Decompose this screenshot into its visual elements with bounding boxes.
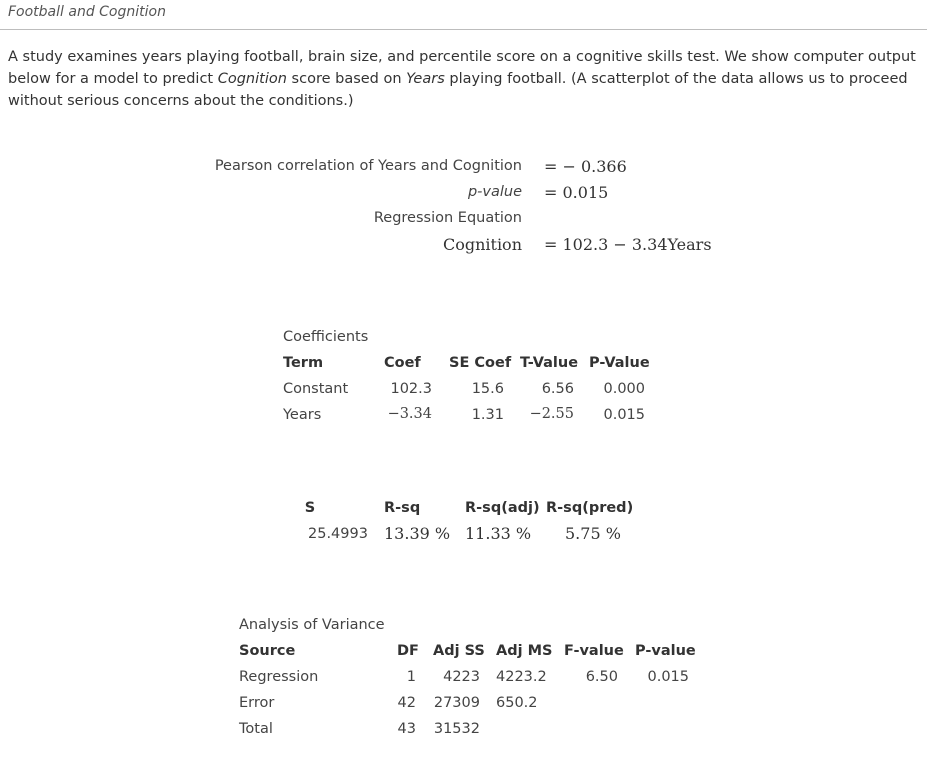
coef-header-se-coef: SE Coef (449, 355, 512, 371)
coef-header-p-value: P-Value (589, 355, 650, 371)
equation-lhs: Cognition (442, 235, 522, 254)
page-title: Football and Cognition (8, 4, 166, 20)
regression-equation-label: Regression Equation (373, 210, 522, 226)
model-value-rsq: 13.39 % (384, 524, 451, 543)
anova-cell-p-value: 0.015 (647, 669, 689, 685)
coef-cell-coef: −3.34 (387, 406, 432, 422)
anova-row-source: Regression (239, 669, 319, 685)
model-header-rsq-adj: R-sq(adj) (465, 500, 540, 516)
correlation-value: = − 0.366 (544, 157, 627, 176)
pvalue-value: = 0.015 (544, 183, 609, 202)
coef-cell-se-coef: 15.6 (471, 381, 504, 397)
intro-text-2: score based on (286, 71, 407, 87)
anova-header-p-value: P-value (635, 643, 696, 659)
coef-cell-t-value: 6.56 (541, 381, 574, 397)
anova-header-adj-ss: Adj SS (433, 643, 485, 659)
coefficients-heading: Coefficients (283, 329, 369, 345)
coef-cell-p-value: 0.000 (603, 381, 645, 397)
coef-row-term: Constant (283, 381, 349, 397)
coef-header-t-value: T-Value (520, 355, 579, 371)
correlation-label: Pearson correlation of Years and Cognition (214, 158, 522, 174)
coef-cell-p-value: 0.015 (603, 407, 645, 423)
model-header-rsq: R-sq (384, 500, 421, 516)
intro-paragraph (8, 46, 920, 112)
model-value-s: 25.4993 (308, 526, 368, 542)
model-value-rsq-adj: 11.33 % (465, 524, 532, 543)
coef-cell-se-coef: 1.31 (471, 407, 504, 423)
title-divider (0, 29, 927, 30)
anova-header-f-value: F-value (564, 643, 624, 659)
intro-emphasis-years: Years (406, 71, 445, 87)
anova-heading: Analysis of Variance (239, 617, 385, 633)
anova-row-source: Total (239, 721, 273, 737)
anova-cell-adj-ss: 27309 (433, 695, 480, 711)
anova-header-df: DF (397, 643, 419, 659)
coef-cell-t-value: −2.55 (529, 406, 574, 422)
anova-cell-adj-ms: 650.2 (496, 695, 538, 711)
anova-cell-f-value: 6.50 (585, 669, 618, 685)
anova-header-adj-ms: Adj MS (496, 643, 553, 659)
pvalue-label: p-value (467, 184, 522, 200)
anova-cell-df: 42 (397, 695, 416, 711)
model-header-rsq-pred: R-sq(pred) (546, 500, 634, 516)
intro-text-3: playing football. (A scatterplot of the data allows us to proceed without serious concerns about the conditions.) (8, 71, 908, 109)
model-header-s: S (304, 500, 316, 516)
equation-rhs: = 102.3 − 3.34Years (544, 235, 712, 254)
anova-cell-adj-ss: 4223 (443, 669, 480, 685)
coef-header-coef: Coef (384, 355, 421, 371)
anova-cell-adj-ss: 31532 (433, 721, 480, 737)
anova-cell-adj-ms: 4223.2 (496, 669, 547, 685)
model-value-rsq-pred: 5.75 % (565, 524, 621, 543)
anova-cell-df: 43 (397, 721, 416, 737)
intro-emphasis-cognition: Cognition (217, 71, 287, 87)
coef-row-term: Years (283, 407, 322, 423)
coef-header-term: Term (283, 355, 324, 371)
anova-cell-df: 1 (406, 669, 416, 685)
intro-text-1: A study examines years playing football, brain size, and percentile score on a cognitive skills test. We show computer output below for a model to predict (8, 49, 916, 87)
anova-header-source: Source (239, 643, 296, 659)
coef-cell-coef: 102.3 (390, 381, 432, 397)
anova-row-source: Error (239, 695, 275, 711)
